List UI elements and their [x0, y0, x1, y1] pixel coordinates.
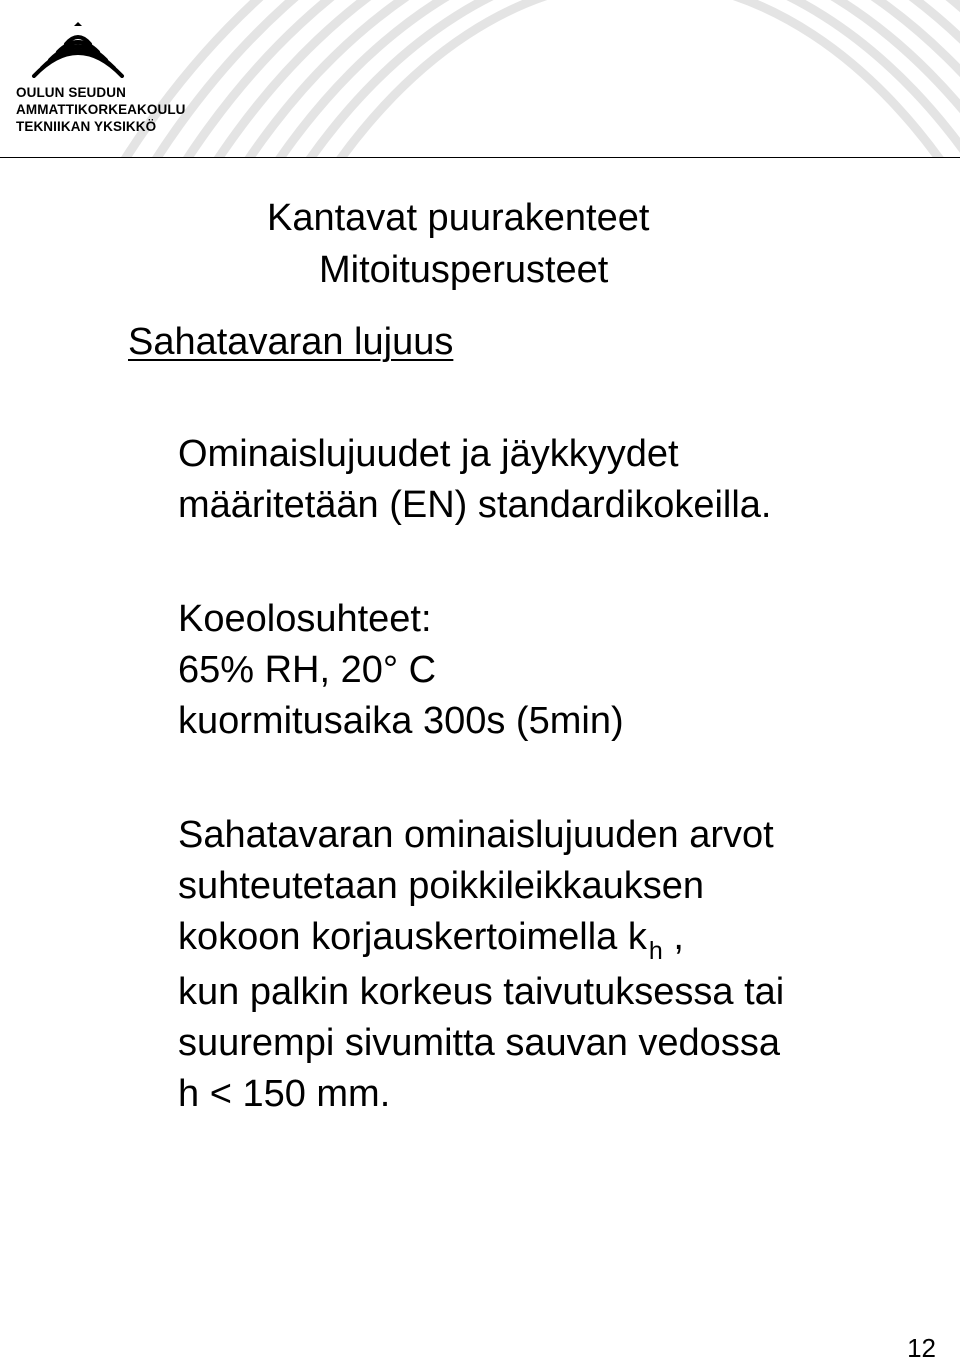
subtitle-line: Mitoitusperusteet: [319, 249, 609, 291]
paragraph-line: suhteutetaan poikkileikkauksen: [178, 865, 705, 907]
title-line: Kantavat puurakenteet: [267, 197, 650, 239]
header-divider: [0, 157, 960, 158]
page-header: [0, 0, 960, 158]
paragraph-line: kuormitusaika 300s (5min): [178, 700, 624, 742]
paragraph-line: Ominaislujuudet ja jäykkyydet: [178, 433, 679, 475]
text-run: kokoon korjauskertoimella k: [178, 916, 647, 958]
paragraph-line: määritetään (EN) standardikokeilla.: [178, 484, 772, 526]
section-heading: Sahatavaran lujuus: [128, 321, 454, 363]
paragraph-size-factor: [178, 810, 784, 1120]
school-logo-icon: [30, 22, 126, 78]
subscript-h: h: [648, 937, 663, 965]
page-number: 12: [907, 1333, 936, 1363]
paragraph-test-conditions: [178, 594, 624, 747]
school-name-line: TEKNIIKAN YKSIKKÖ: [16, 119, 157, 134]
paragraph-line: h < 150 mm.: [178, 1073, 391, 1115]
paragraph-line: Koeolosuhteet:: [178, 598, 432, 640]
text-run: ,: [662, 916, 684, 958]
paragraph-line: Sahatavaran ominaislujuuden arvot: [178, 814, 774, 856]
paragraph-line: suurempi sivumitta sauvan vedossa: [178, 1022, 780, 1064]
paragraph-line: 65% RH, 20° C: [178, 649, 437, 691]
paragraph-line: kun palkin korkeus taivutuksessa tai: [178, 971, 785, 1013]
paragraph-standards: [178, 429, 772, 531]
school-name-line: OULUN SEUDUN: [16, 85, 126, 100]
school-name: [16, 84, 186, 135]
school-name-line: AMMATTIKORKEAKOULU: [16, 102, 186, 117]
paragraph-line-with-subscript: [178, 912, 784, 967]
